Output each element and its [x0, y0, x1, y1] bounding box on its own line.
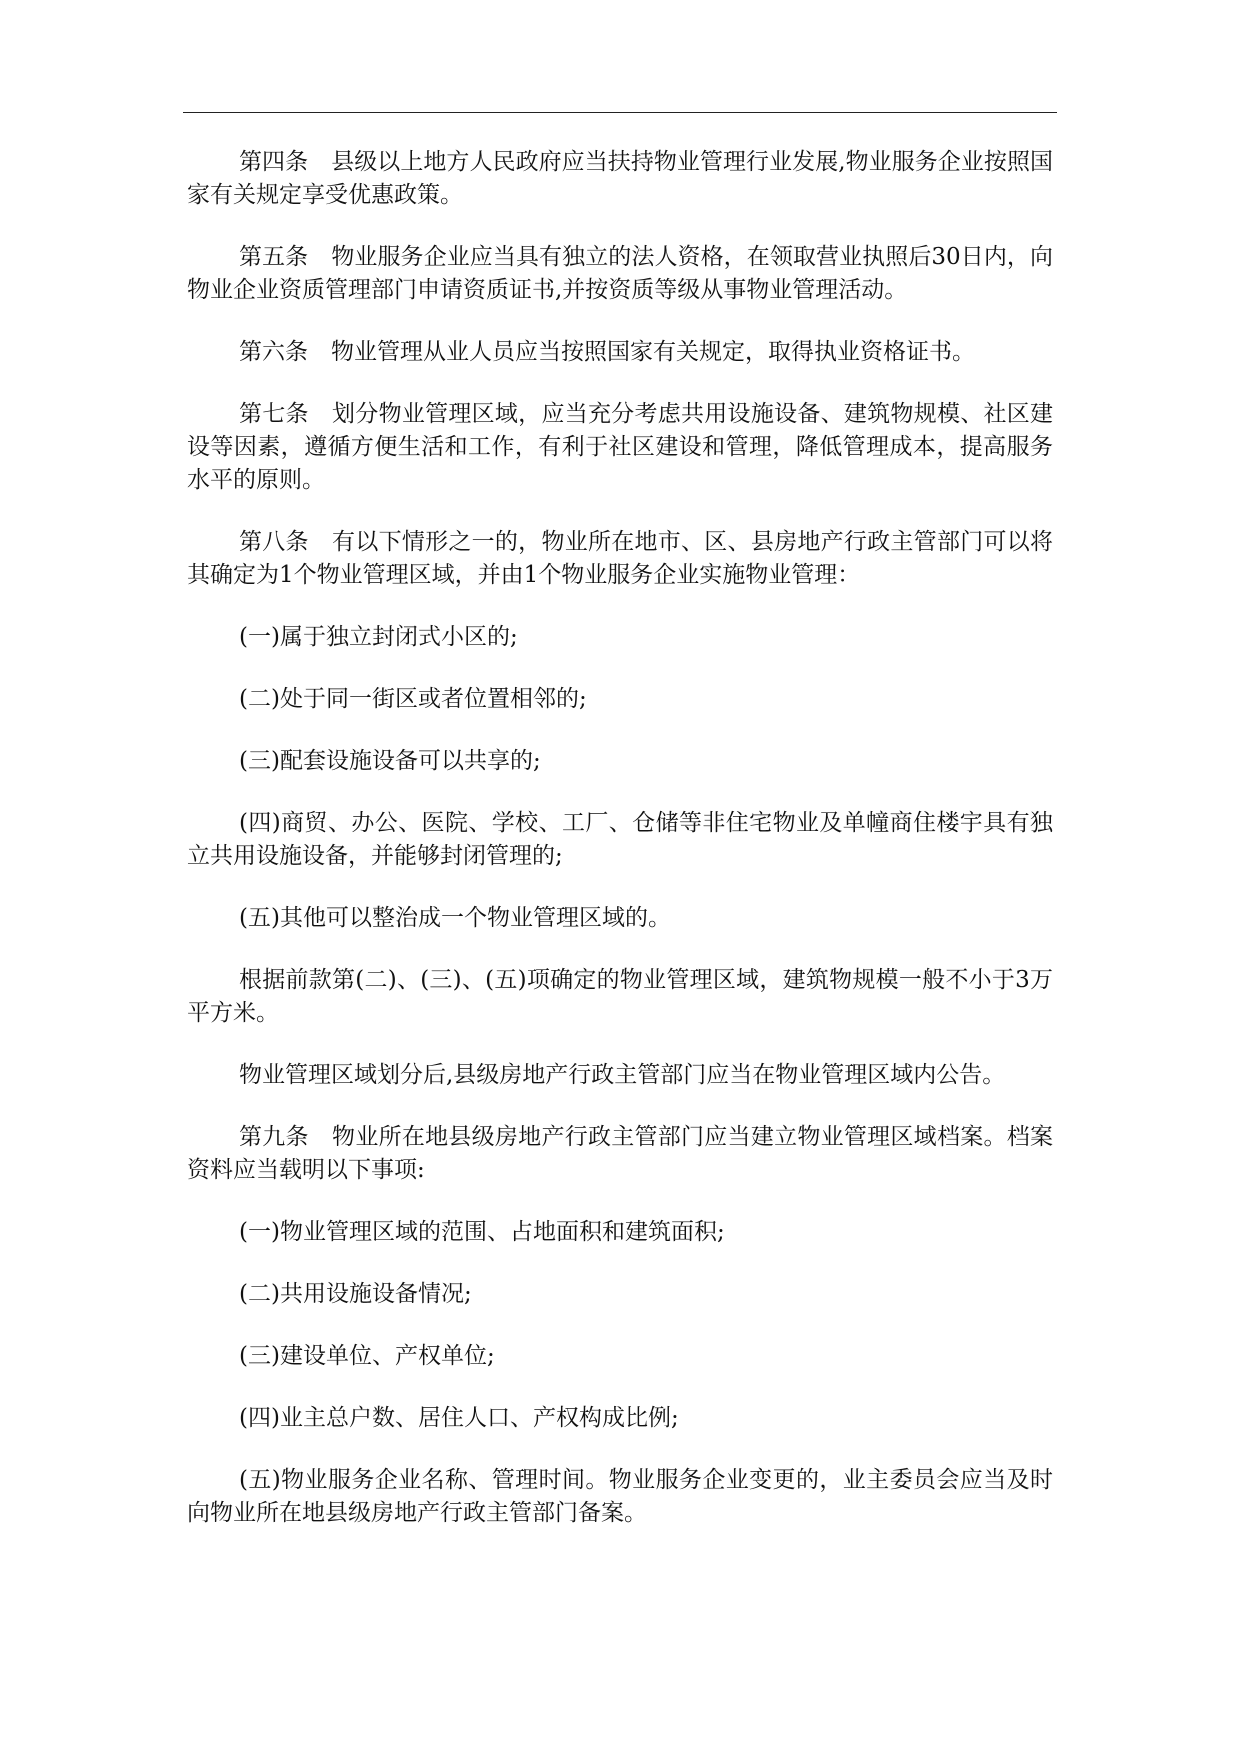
list-item-8-1: (一)属于独立封闭式小区的;: [239, 624, 518, 650]
list-item-8-2: (二)处于同一街区或者位置相邻的;: [239, 686, 587, 712]
list-item-9-4: (四)业主总户数、居住人口、产权构成比例;: [239, 1405, 679, 1431]
list-item-9-3: (三)建设单位、产权单位;: [239, 1343, 495, 1369]
paragraph-article-7: 第七条 划分物业管理区域，应当充分考虑共用设施设备、建筑物规模、社区建设等因素，遵循方便生活和工作，有利于社区建设和管理，降低管理成本，提高服务水平的原则。: [187, 401, 1053, 493]
list-item-8-5: (五)其他可以整治成一个物业管理区域的。: [239, 905, 671, 931]
document-body: [187, 146, 1053, 1559]
list-item-8-3: (三)配套设施设备可以共享的;: [239, 748, 541, 774]
paragraph-article-5: 第五条 物业服务企业应当具有独立的法人资格，在领取营业执照后30日内，向物业企业资质管理部门申请资质证书,并按资质等级从事物业管理活动。: [187, 244, 1053, 303]
list-item-8-4: (四)商贸、办公、医院、学校、工厂、仓储等非住宅物业及单幢商住楼宇具有独立共用设施设备，并能够封闭管理的;: [187, 810, 1053, 869]
paragraph-scale-requirement: 根据前款第(二)、(三)、(五)项确定的物业管理区域，建筑物规模一般不小于3万平方米。: [187, 967, 1053, 1026]
paragraph-article-4: 第四条 县级以上地方人民政府应当扶持物业管理行业发展,物业服务企业按照国家有关规定享受优惠政策。: [187, 149, 1053, 208]
paragraph-article-9: 第九条 物业所在地县级房地产行政主管部门应当建立物业管理区域档案。档案资料应当载明以下事项:: [187, 1124, 1053, 1183]
list-item-9-2: (二)共用设施设备情况;: [239, 1281, 472, 1307]
list-item-9-5: (五)物业服务企业名称、管理时间。物业服务企业变更的，业主委员会应当及时向物业所在地县级房地产行政主管部门备案。: [187, 1467, 1053, 1526]
paragraph-article-8: 第八条 有以下情形之一的，物业所在地市、区、县房地产行政主管部门可以将其确定为1个物业管理区域，并由1个物业服务企业实施物业管理：: [187, 529, 1053, 588]
paragraph-article-6: 第六条 物业管理从业人员应当按照国家有关规定，取得执业资格证书。: [239, 339, 975, 365]
header-rule: [183, 112, 1057, 113]
list-item-9-1: (一)物业管理区域的范围、占地面积和建筑面积;: [239, 1219, 725, 1245]
paragraph-announcement: 物业管理区域划分后,县级房地产行政主管部门应当在物业管理区域内公告。: [239, 1062, 1006, 1088]
